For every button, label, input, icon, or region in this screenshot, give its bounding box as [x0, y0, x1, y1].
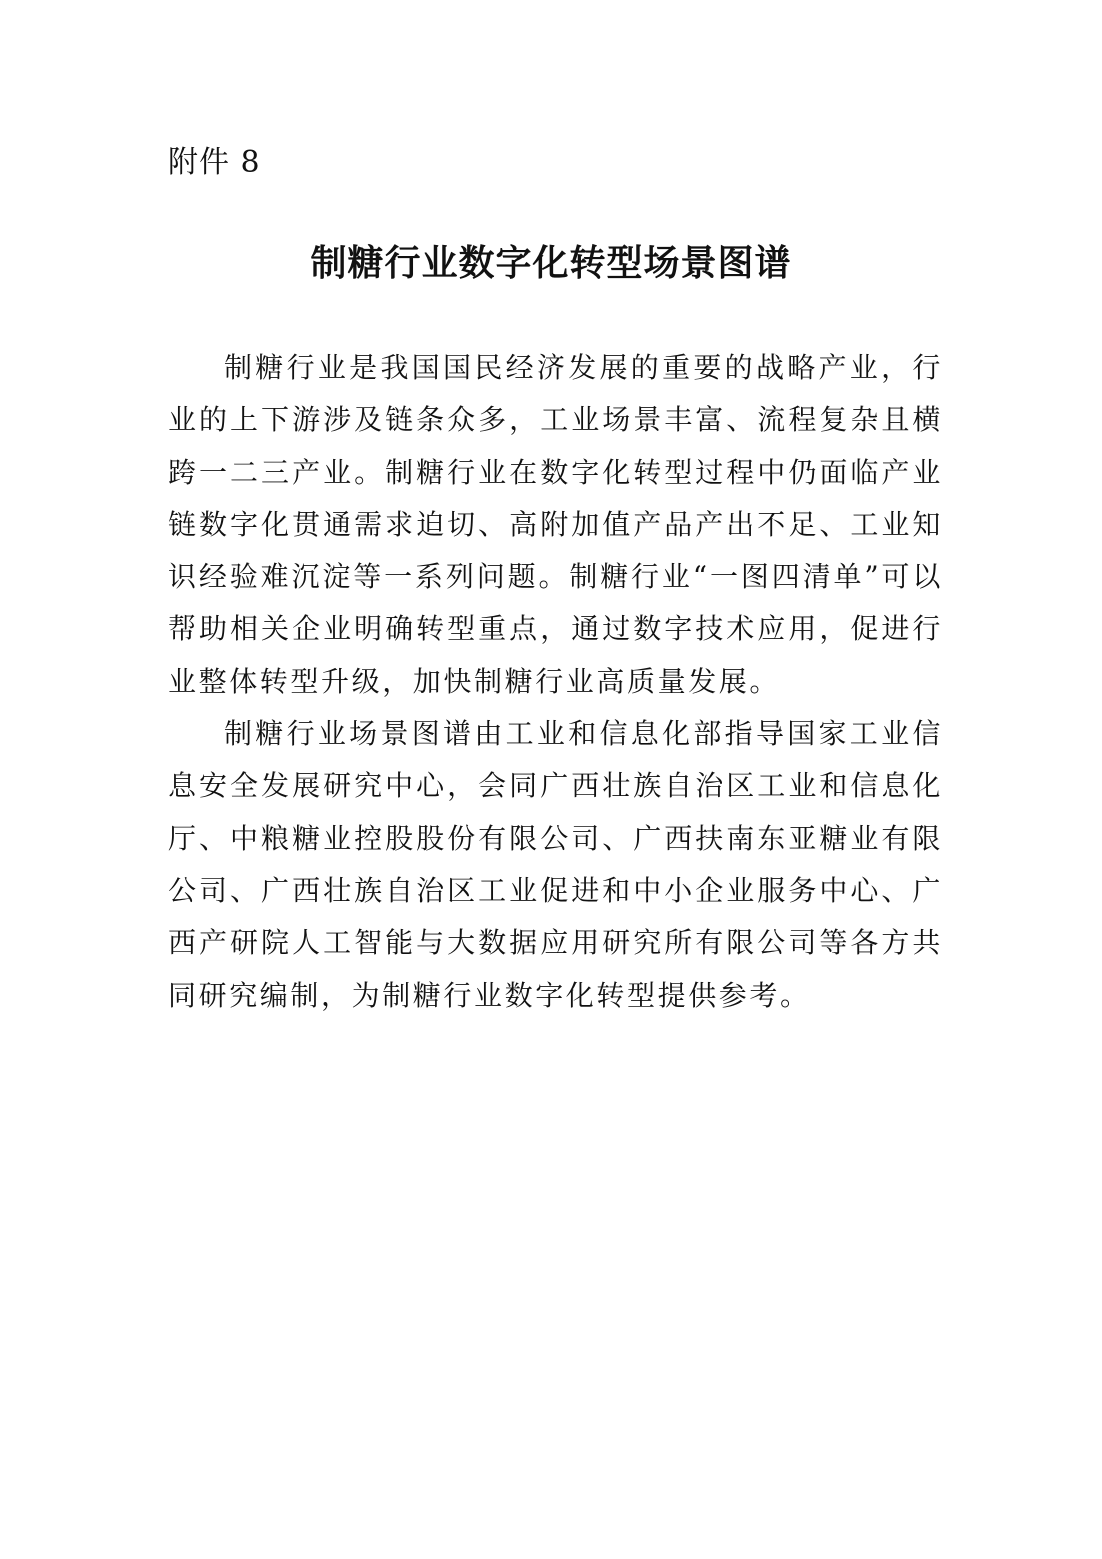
document-title: 制糖行业数字化转型场景图谱: [310, 243, 792, 284]
body-paragraph: 制糖行业场景图谱由工业和信息化部指导国家工业信息安全发展研究中心，会同广西壮族自治区工业和信息化厅、中粮糖业控股股份有限公司、广西扶南东亚糖业有限公司、广西壮族自治区工业促进和中小企业服务中心、广西产研院人工智能与大数据应用研究所有限公司等各方共同研究编制，为制糖行业数字化转型提供参考。: [168, 717, 943, 1012]
body-paragraph: 制糖行业是我国国民经济发展的重要的战略产业，行业的上下游涉及链条众多，工业场景丰富、流程复杂且横跨一二三产业。制糖行业在数字化转型过程中仍面临产业链数字化贯通需求迫切、高附加值产品产出不足、工业知识经验难沉淀等一系列问题。制糖行业“一图四清单”可以帮助相关企业明确转型重点，通过数字技术应用，促进行业整体转型升级，加快制糖行业高质量发展。: [168, 351, 943, 698]
attachment-label: 附件 8: [168, 145, 261, 180]
document-body: [168, 342, 943, 1022]
